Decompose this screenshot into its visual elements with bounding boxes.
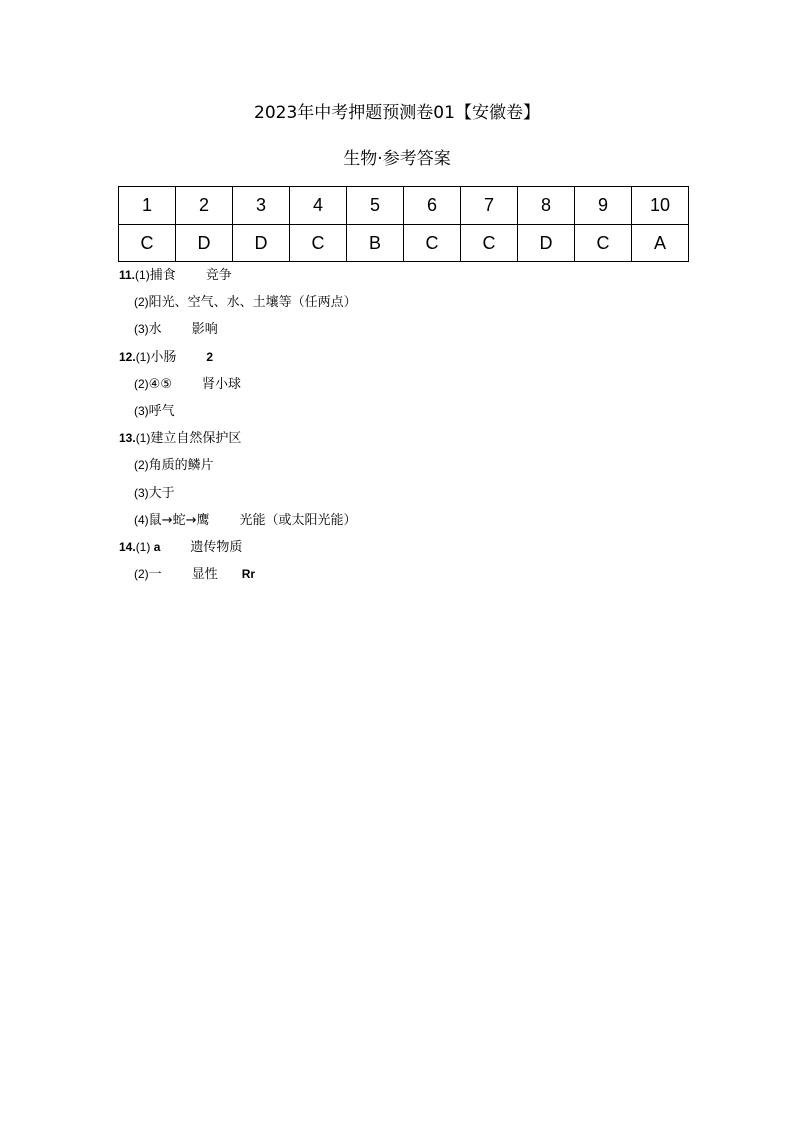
part-label: (4) (134, 512, 149, 527)
answer-text: 竞争 (205, 268, 232, 283)
answer-text: 阳光、空气、水、土壤等（任两点） (148, 295, 357, 311)
page-subtitle: 生物·参考答案 (343, 149, 451, 169)
answer-table-number-row (119, 187, 689, 225)
part-label: (2) (134, 567, 149, 582)
answer-text: 水 (148, 322, 162, 338)
part-label: (1) (135, 431, 151, 446)
answer-text: 呼气 (148, 403, 175, 419)
answer-list (119, 262, 719, 588)
part-label: (3) (134, 485, 149, 500)
answer-text: 角质的鳞片 (148, 458, 214, 474)
part-label: (3) (134, 403, 149, 418)
answer-text: 建立自然保护区 (150, 431, 242, 447)
answer-line-11-3 (119, 316, 719, 343)
answer-cell: C (461, 225, 518, 262)
answer-text: Rr (241, 567, 256, 582)
answer-line-12-1 (119, 344, 719, 371)
question-number: 13. (119, 431, 136, 446)
answer-cell: D (176, 225, 233, 262)
question-number-cell: 10 (632, 187, 689, 225)
answer-line-11-2 (119, 289, 719, 316)
answer-text: a (153, 539, 161, 554)
answer-line-13-1 (119, 425, 719, 452)
question-number-cell: 2 (176, 187, 233, 225)
question-number-cell: 6 (404, 187, 461, 225)
answer-line-12-2 (119, 371, 719, 398)
answer-cell: C (119, 225, 176, 262)
answer-text: 显性 (191, 567, 218, 583)
question-number-cell: 3 (233, 187, 290, 225)
part-label: (2) (134, 458, 149, 473)
answer-text: 影响 (191, 322, 218, 338)
answer-cell: C (290, 225, 347, 262)
answer-table-answer-row (119, 225, 689, 262)
part-label: (2) (134, 376, 149, 391)
question-number-cell: 1 (119, 187, 176, 225)
question-number: 14. (119, 539, 136, 554)
answer-text: 一 (148, 567, 162, 583)
answer-line-14-2 (119, 561, 719, 588)
answer-line-13-4 (119, 507, 719, 534)
part-label: (1) (135, 268, 150, 282)
answer-text: 光能（或太阳光能） (239, 512, 357, 528)
answer-cell: A (632, 225, 689, 262)
answer-cell: B (347, 225, 404, 262)
answer-text: 2 (206, 349, 214, 364)
answer-text: 鼠→蛇→鹰 (148, 512, 210, 528)
answer-line-13-2 (119, 452, 719, 479)
part-label: (1) (135, 539, 154, 554)
question-number-cell: 8 (518, 187, 575, 225)
answer-text: 遗传物质 (190, 539, 243, 555)
question-number: 11. (119, 268, 136, 282)
answer-cell: C (575, 225, 632, 262)
page-title: 2023年中考押题预测卷01【安徽卷】 (254, 103, 540, 123)
answer-line-14-1 (119, 534, 719, 561)
answer-text: 肾小球 (201, 376, 241, 392)
part-label: (2) (134, 295, 149, 310)
question-number-cell: 7 (461, 187, 518, 225)
answer-text: 捕食 (149, 268, 176, 283)
question-number: 12. (119, 349, 136, 364)
answer-line-13-3 (119, 480, 719, 507)
answer-cell: C (404, 225, 461, 262)
question-number-cell: 4 (290, 187, 347, 225)
answer-text: ④⑤ (148, 376, 172, 392)
answer-line-11-1 (119, 262, 719, 289)
answer-table (118, 186, 689, 262)
part-label: (1) (135, 349, 151, 364)
answer-cell: D (518, 225, 575, 262)
question-number-cell: 9 (575, 187, 632, 225)
answer-text: 大于 (148, 485, 175, 501)
question-number-cell: 5 (347, 187, 404, 225)
answer-cell: D (233, 225, 290, 262)
part-label: (3) (134, 322, 149, 337)
answer-text: 小肠 (150, 349, 177, 365)
answer-line-12-3 (119, 398, 719, 425)
